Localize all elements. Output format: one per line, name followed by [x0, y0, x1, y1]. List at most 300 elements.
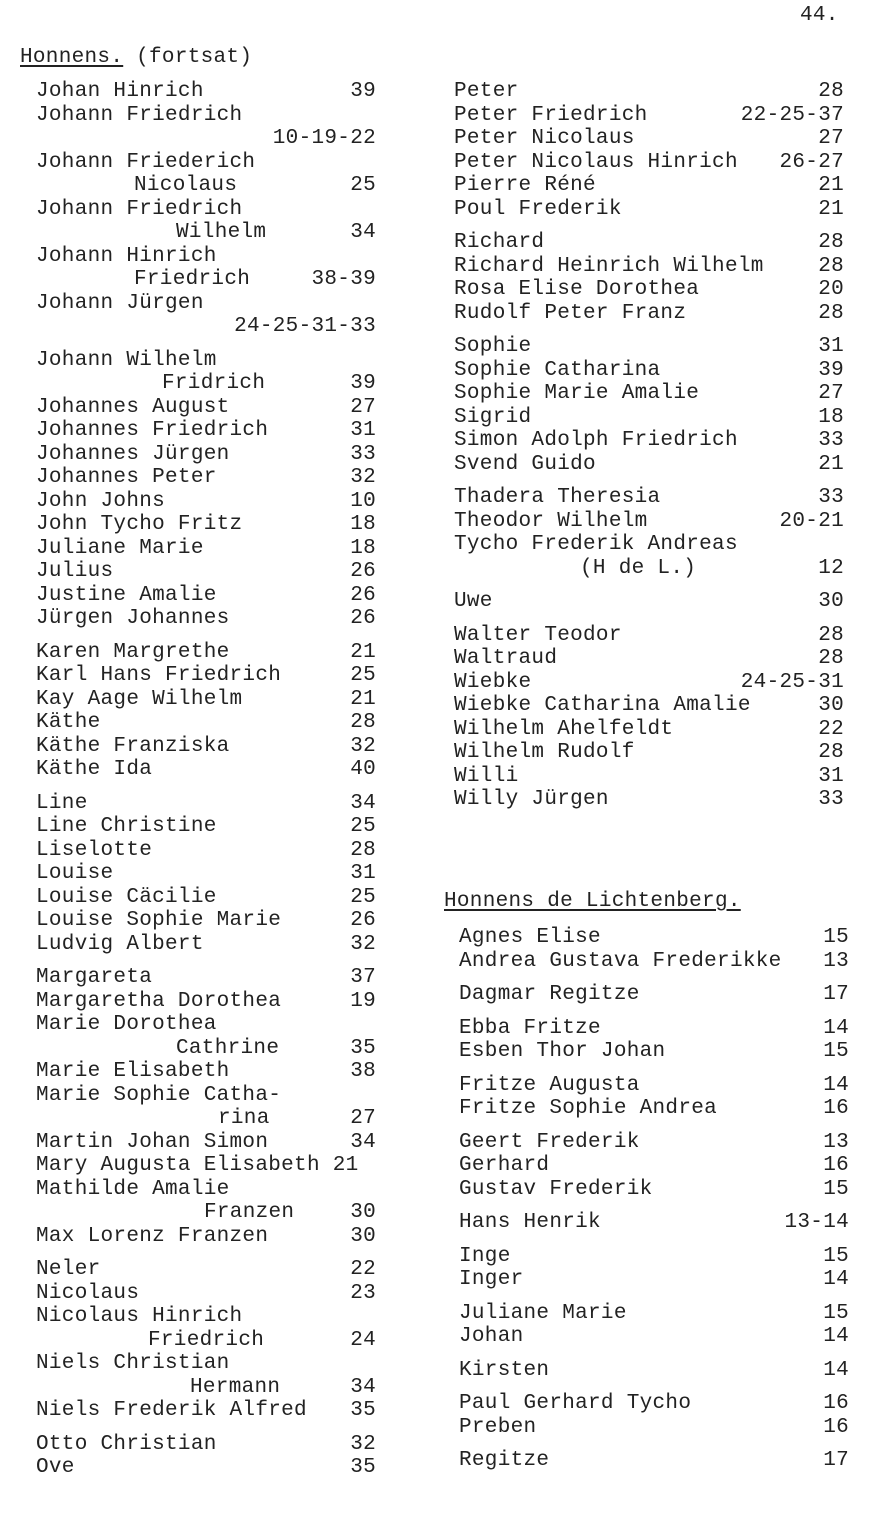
- entry-page-ref: 14: [823, 1073, 849, 1097]
- entry-name: Johan: [459, 1325, 524, 1348]
- entry-name: Johann Jürgen: [36, 291, 204, 315]
- entry-name: Louise: [36, 862, 114, 885]
- index-entry: [36, 758, 376, 782]
- entry-page-ref: 34: [350, 1375, 376, 1399]
- entry-page-ref: 27: [818, 382, 844, 405]
- entry-name: Nicolaus: [36, 1281, 140, 1305]
- section-title-main: Honnens de Lichtenberg.: [444, 890, 741, 913]
- entry-name: Marie Sophie Catha-: [36, 1083, 282, 1107]
- entry-name: Willi: [454, 764, 519, 788]
- index-entry-continuation: [36, 1201, 376, 1225]
- index-entry: [36, 607, 376, 631]
- entry-page-ref: 14: [823, 1268, 849, 1291]
- entry-name: Agnes Elise: [459, 926, 601, 949]
- index-entry: [36, 711, 376, 735]
- entry-name: Louise Cäcilie: [36, 885, 217, 909]
- entry-page-ref: 34: [350, 791, 376, 815]
- entry-name: Käthe Franziska: [36, 734, 230, 758]
- index-entry: [454, 510, 844, 534]
- index-entry: [36, 80, 376, 104]
- entry-name: Nicolaus Hinrich: [36, 1305, 243, 1328]
- entry-name: Kirsten: [459, 1358, 550, 1382]
- left-column: [36, 80, 376, 1480]
- index-entry: [36, 513, 376, 537]
- entry-page-ref: 16: [823, 1154, 849, 1177]
- entry-page-ref: 26-27: [779, 150, 844, 174]
- index-entry: [454, 359, 844, 383]
- entry-page-ref: 35: [350, 1399, 376, 1422]
- index-entry: [36, 537, 376, 561]
- entry-name: Niels Christian: [36, 1352, 230, 1375]
- entry-page-ref: 40: [350, 758, 376, 781]
- entry-name: Simon Adolph Friedrich: [454, 429, 738, 452]
- index-entry-continuation: [36, 315, 376, 339]
- index-entry: [36, 1131, 376, 1155]
- entry-name: Waltraud: [454, 647, 558, 670]
- entry-name: Johann Friederich: [36, 150, 256, 174]
- index-entry: [459, 1449, 849, 1473]
- index-entry: [459, 1074, 849, 1098]
- entry-name: Wiebke Catharina Amalie: [454, 694, 751, 717]
- entry-name: Jürgen Johannes: [36, 607, 230, 630]
- entry-page-ref: 32: [350, 734, 376, 758]
- entry-page-ref: 16: [823, 1415, 849, 1439]
- index-entry: [36, 688, 376, 712]
- entry-name: Inger: [459, 1268, 524, 1291]
- entry-name: Ludvig Albert: [36, 932, 204, 956]
- entry-page-ref: 39: [350, 372, 376, 395]
- entry-name: Rosa Elise Dorothea: [454, 278, 700, 301]
- entry-page-ref: 24-25-31-33: [234, 315, 376, 338]
- entry-name: Kay Aage Wilhelm: [36, 687, 243, 711]
- index-entry: [459, 1268, 849, 1292]
- entry-page-ref: 27: [818, 127, 844, 150]
- index-entry-continuation: [36, 1107, 376, 1131]
- entry-name-continuation: Wilhelm: [176, 221, 267, 244]
- entry-page-ref: 14: [823, 1016, 849, 1040]
- index-entry: [454, 647, 844, 671]
- index-entry: [454, 335, 844, 359]
- entry-page-ref: 31: [350, 862, 376, 885]
- entry-name: Peter Nicolaus Hinrich: [454, 150, 738, 174]
- entry-page-ref: 28: [818, 647, 844, 670]
- entry-name: Tycho Frederik Andreas: [454, 533, 738, 556]
- entry-name: Margaretha Dorothea: [36, 989, 282, 1013]
- entry-page-ref: 25: [350, 885, 376, 909]
- entry-page-ref: 28: [818, 301, 844, 325]
- index-entry: [36, 560, 376, 584]
- index-entry: [454, 765, 844, 789]
- index-entry: [454, 231, 844, 255]
- index-entry: [454, 198, 844, 222]
- entry-name: Wilhelm Ahelfeldt: [454, 717, 674, 741]
- entry-name: Hans Henrik: [459, 1211, 601, 1234]
- index-entry: [36, 419, 376, 443]
- index-entry: [459, 983, 849, 1007]
- entry-page-ref: 28: [818, 231, 844, 254]
- entry-name: Richard Heinrich Wilhelm: [454, 254, 764, 278]
- index-entry: [36, 966, 376, 990]
- entry-page-ref: 30: [818, 694, 844, 717]
- entry-name: Peter Friedrich: [454, 103, 648, 127]
- index-entry: [36, 990, 376, 1014]
- entry-page-ref: 21: [818, 197, 844, 221]
- index-entry: [36, 1225, 376, 1249]
- index-entry: [36, 839, 376, 863]
- entry-name: Uwe: [454, 590, 493, 613]
- index-entry: [454, 104, 844, 128]
- entry-page-ref: 27: [350, 395, 376, 419]
- entry-page-ref: 25: [350, 174, 376, 197]
- entry-page-ref: 17: [823, 983, 849, 1006]
- index-entry: [36, 1305, 376, 1329]
- entry-page-ref: 26: [350, 583, 376, 607]
- entry-name: Rudolf Peter Franz: [454, 301, 687, 325]
- entry-name: Johannes Friedrich: [36, 419, 269, 442]
- index-entry: [36, 1433, 376, 1457]
- index-entry: [459, 1040, 849, 1064]
- entry-page-ref: 24: [350, 1328, 376, 1352]
- entry-page-ref: 26: [350, 909, 376, 932]
- entry-name: Fritze Sophie Andrea: [459, 1097, 718, 1120]
- entry-page-ref: 16: [823, 1392, 849, 1415]
- index-entry: [454, 255, 844, 279]
- index-entry: [36, 862, 376, 886]
- entry-name: Richard: [454, 231, 545, 254]
- entry-name: Johann Friedrich: [36, 197, 243, 221]
- entry-name: Wilhelm Rudolf: [454, 741, 635, 764]
- entry-name: Neler: [36, 1258, 101, 1281]
- index-entry: [459, 1017, 849, 1041]
- entry-name: Karen Margrethe: [36, 640, 230, 664]
- entry-name: Peter: [454, 80, 519, 103]
- index-entry: [36, 396, 376, 420]
- index-entry: [454, 533, 844, 557]
- index-entry: [454, 80, 844, 104]
- entry-name: Inge: [459, 1244, 511, 1268]
- index-entry-continuation: [36, 372, 376, 396]
- entry-name-continuation: Friedrich: [134, 268, 251, 291]
- index-entry: [36, 104, 376, 128]
- index-entry: [36, 490, 376, 514]
- entry-name: Johannes Peter: [36, 466, 217, 489]
- index-entry: [36, 909, 376, 933]
- index-entry: [454, 788, 844, 812]
- entry-page-ref: 28: [818, 623, 844, 647]
- entry-page-ref: 22: [818, 717, 844, 741]
- entry-page-ref: 33: [350, 442, 376, 466]
- entry-page-ref: 30: [818, 590, 844, 613]
- entry-page-ref: 30: [350, 1201, 376, 1224]
- index-entry: [459, 1392, 849, 1416]
- entry-name: Marie Dorothea: [36, 1013, 217, 1036]
- entry-name: Karl Hans Friedrich: [36, 664, 282, 687]
- section-title-main: Honnens.: [20, 46, 124, 69]
- index-entry-continuation: [36, 1329, 376, 1353]
- entry-page-ref: 10-19-22: [272, 127, 376, 150]
- entry-page-ref: 28: [818, 254, 844, 278]
- index-entry-continuation: [36, 1037, 376, 1061]
- entry-page-ref: 25: [350, 815, 376, 838]
- index-entry: [36, 933, 376, 957]
- index-entry: [454, 671, 844, 695]
- index-entry: [454, 590, 844, 614]
- index-entry-continuation: [36, 268, 376, 292]
- entry-name-continuation: Cathrine: [176, 1036, 280, 1060]
- index-entry-continuation: [36, 127, 376, 151]
- entry-name: Regitze: [459, 1449, 550, 1472]
- entry-name: Käthe Ida: [36, 758, 153, 781]
- index-entry: [454, 429, 844, 453]
- entry-page-ref: 39: [818, 358, 844, 382]
- index-entry: [459, 1178, 849, 1202]
- index-entry: [454, 694, 844, 718]
- entry-page-ref: 28: [818, 741, 844, 764]
- entry-page-ref: 15: [823, 1301, 849, 1325]
- entry-page-ref: 19: [350, 989, 376, 1013]
- entry-page-ref: 13-14: [784, 1211, 849, 1234]
- entry-page-ref: 16: [823, 1097, 849, 1120]
- index-entry: [36, 151, 376, 175]
- entry-name: Mathilde Amalie: [36, 1177, 230, 1201]
- index-entry: [454, 127, 844, 151]
- entry-page-ref: 13: [823, 949, 849, 973]
- index-entry: [36, 1178, 376, 1202]
- section-title-lichtenberg: [444, 890, 741, 913]
- entry-page-ref: 32: [350, 1432, 376, 1456]
- entry-name: Geert Frederik: [459, 1130, 640, 1154]
- entry-name: Sophie Catharina: [454, 358, 661, 382]
- entry-page-ref: 28: [818, 80, 844, 103]
- entry-name-continuation: rina: [218, 1107, 270, 1130]
- index-entry: [454, 624, 844, 648]
- section-title-suffix: (fortsat): [123, 46, 253, 69]
- entry-name: Esben Thor Johan: [459, 1040, 666, 1063]
- index-entry-continuation: [36, 221, 376, 245]
- index-entry: [36, 443, 376, 467]
- index-entry: [459, 926, 849, 950]
- entry-name: Juliane Marie: [459, 1301, 627, 1325]
- entry-name: Fritze Augusta: [459, 1073, 640, 1097]
- index-entry-continuation: [36, 1376, 376, 1400]
- index-entry: [36, 641, 376, 665]
- entry-page-ref: 38: [350, 1060, 376, 1083]
- entry-name: Walter Teodor: [454, 623, 622, 647]
- entry-name: Dagmar Regitze: [459, 983, 640, 1006]
- entry-page-ref: 26: [350, 560, 376, 583]
- entry-name: Johannes Jürgen: [36, 442, 230, 466]
- entry-page-ref: 33: [818, 486, 844, 509]
- entry-page-ref: 37: [350, 966, 376, 989]
- entry-page-ref: 25: [350, 664, 376, 687]
- index-entry: [36, 792, 376, 816]
- entry-name: Marie Elisabeth: [36, 1060, 230, 1083]
- entry-page-ref: 13: [823, 1130, 849, 1154]
- index-entry: [454, 406, 844, 430]
- index-entry: [454, 453, 844, 477]
- entry-name: Pierre Réné: [454, 174, 596, 197]
- index-entry: [36, 466, 376, 490]
- entry-page-ref: 21: [332, 1154, 359, 1177]
- index-entry-continuation: [36, 174, 376, 198]
- entry-page-ref: 24-25-31: [740, 670, 844, 694]
- entry-name-continuation: Fridrich: [162, 372, 266, 395]
- entry-name: Andrea Gustava Frederikke: [459, 949, 782, 973]
- entry-name: Thadera Theresia: [454, 486, 661, 509]
- entry-page-ref: 28: [350, 711, 376, 734]
- entry-page-ref: 35: [350, 1036, 376, 1060]
- index-entry: [36, 1154, 376, 1178]
- entry-name-continuation: Hermann: [190, 1375, 281, 1399]
- entry-page-ref: 15: [823, 1177, 849, 1201]
- entry-page-ref: 12: [818, 556, 844, 580]
- entry-page-ref: 32: [350, 932, 376, 956]
- entry-name: Otto Christian: [36, 1432, 217, 1456]
- index-entry: [454, 174, 844, 198]
- entry-page-ref: 34: [350, 221, 376, 244]
- entry-page-ref: 18: [350, 513, 376, 536]
- index-entry: [454, 486, 844, 510]
- right-column: [454, 80, 844, 812]
- entry-name: John Tycho Fritz: [36, 513, 243, 536]
- index-entry: [459, 1416, 849, 1440]
- entry-name: Margareta: [36, 966, 153, 989]
- entry-name: Sophie: [454, 335, 532, 358]
- entry-page-ref: 21: [350, 687, 376, 711]
- entry-name: Line: [36, 791, 88, 815]
- index-entry: [36, 584, 376, 608]
- index-entry: [36, 1399, 376, 1423]
- page-number: 44.: [800, 4, 839, 27]
- entry-page-ref: 31: [818, 764, 844, 788]
- entry-name: Ebba Fritze: [459, 1016, 601, 1040]
- entry-name: Willy Jürgen: [454, 788, 609, 811]
- entry-page-ref: 18: [818, 405, 844, 429]
- index-entry: [36, 292, 376, 316]
- index-entry: [36, 1282, 376, 1306]
- index-entry: [36, 735, 376, 759]
- index-entry: [459, 1154, 849, 1178]
- index-entry: [459, 1359, 849, 1383]
- index-entry: [36, 664, 376, 688]
- entry-name: John Johns: [36, 489, 166, 513]
- entry-name: Wiebke: [454, 670, 532, 694]
- entry-page-ref: 21: [350, 640, 376, 664]
- entry-name: Johann Hinrich: [36, 244, 217, 268]
- entry-page-ref: 27: [350, 1107, 376, 1130]
- index-entry: [459, 1302, 849, 1326]
- index-entry: [36, 1456, 376, 1480]
- entry-page-ref: 32: [350, 466, 376, 489]
- index-entry: [459, 950, 849, 974]
- entry-page-ref: 15: [823, 1244, 849, 1268]
- index-entry: [36, 815, 376, 839]
- entry-page-ref: 15: [823, 1040, 849, 1063]
- entry-name: Ove: [36, 1456, 75, 1479]
- entry-name: Gerhard: [459, 1154, 550, 1177]
- entry-name: Preben: [459, 1415, 537, 1439]
- section-title-honnens: [20, 46, 252, 69]
- entry-page-ref: 15: [823, 926, 849, 949]
- entry-name: Line Christine: [36, 815, 217, 838]
- entry-name: Mary Augusta Elisabeth: [36, 1154, 320, 1177]
- entry-name-continuation: Franzen: [204, 1201, 295, 1224]
- index-entry: [36, 1013, 376, 1037]
- index-entry: [36, 1084, 376, 1108]
- index-entry: [459, 1097, 849, 1121]
- entry-name: Max Lorenz Franzen: [36, 1224, 269, 1248]
- index-entry: [454, 151, 844, 175]
- entry-name: Sophie Marie Amalie: [454, 382, 700, 405]
- entry-page-ref: 39: [350, 80, 376, 103]
- index-entry: [459, 1211, 849, 1235]
- index-entry: [36, 1060, 376, 1084]
- entry-page-ref: 31: [350, 419, 376, 442]
- entry-page-ref: 22-25-37: [740, 103, 844, 127]
- entry-name: Peter Nicolaus: [454, 127, 635, 150]
- index-entry: [459, 1325, 849, 1349]
- index-entry: [454, 278, 844, 302]
- entry-page-ref: 14: [823, 1358, 849, 1382]
- entry-name: Gustav Frederik: [459, 1177, 653, 1201]
- entry-name: Theodor Wilhelm: [454, 509, 648, 533]
- entry-name: Johann Friedrich: [36, 103, 243, 127]
- entry-page-ref: 31: [818, 335, 844, 358]
- entry-name-continuation: (H de L.): [580, 556, 697, 580]
- entry-page-ref: 20-21: [779, 509, 844, 533]
- entry-name: Poul Frederik: [454, 197, 622, 221]
- entry-name: Julius: [36, 560, 114, 583]
- index-entry: [36, 886, 376, 910]
- entry-page-ref: 23: [350, 1281, 376, 1305]
- entry-page-ref: 18: [350, 536, 376, 560]
- entry-name: Louise Sophie Marie: [36, 909, 282, 932]
- entry-name: Martin Johan Simon: [36, 1130, 269, 1154]
- entry-page-ref: 30: [350, 1224, 376, 1248]
- index-entry: [36, 1352, 376, 1376]
- entry-name: Johan Hinrich: [36, 80, 204, 103]
- entry-name: Sigrid: [454, 405, 532, 429]
- index-entry: [454, 718, 844, 742]
- entry-page-ref: 38-39: [311, 268, 376, 291]
- entry-page-ref: 34: [350, 1130, 376, 1154]
- entry-page-ref: 14: [823, 1325, 849, 1348]
- index-entry: [459, 1131, 849, 1155]
- entry-name: Johannes August: [36, 395, 230, 419]
- entry-name-continuation: Nicolaus: [134, 174, 238, 197]
- entry-page-ref: 35: [350, 1456, 376, 1479]
- entry-name: Paul Gerhard Tycho: [459, 1392, 692, 1415]
- entry-name: Svend Guido: [454, 452, 596, 476]
- entry-page-ref: 26: [350, 607, 376, 630]
- index-entry: [36, 245, 376, 269]
- entry-page-ref: 10: [350, 489, 376, 513]
- entry-page-ref: 28: [350, 838, 376, 862]
- entry-name: Justine Amalie: [36, 583, 217, 607]
- entry-page-ref: 20: [818, 278, 844, 301]
- entry-name: Käthe: [36, 711, 101, 734]
- entry-name: Liselotte: [36, 838, 153, 862]
- index-entry: [36, 349, 376, 373]
- entry-page-ref: 17: [823, 1449, 849, 1472]
- entry-name: Niels Frederik Alfred: [36, 1399, 307, 1422]
- entry-name: Johann Wilhelm: [36, 348, 217, 372]
- index-entry: [36, 198, 376, 222]
- index-entry: [454, 302, 844, 326]
- entry-name-continuation: Friedrich: [148, 1328, 265, 1352]
- entry-page-ref: 21: [818, 452, 844, 476]
- entry-page-ref: 22: [350, 1258, 376, 1281]
